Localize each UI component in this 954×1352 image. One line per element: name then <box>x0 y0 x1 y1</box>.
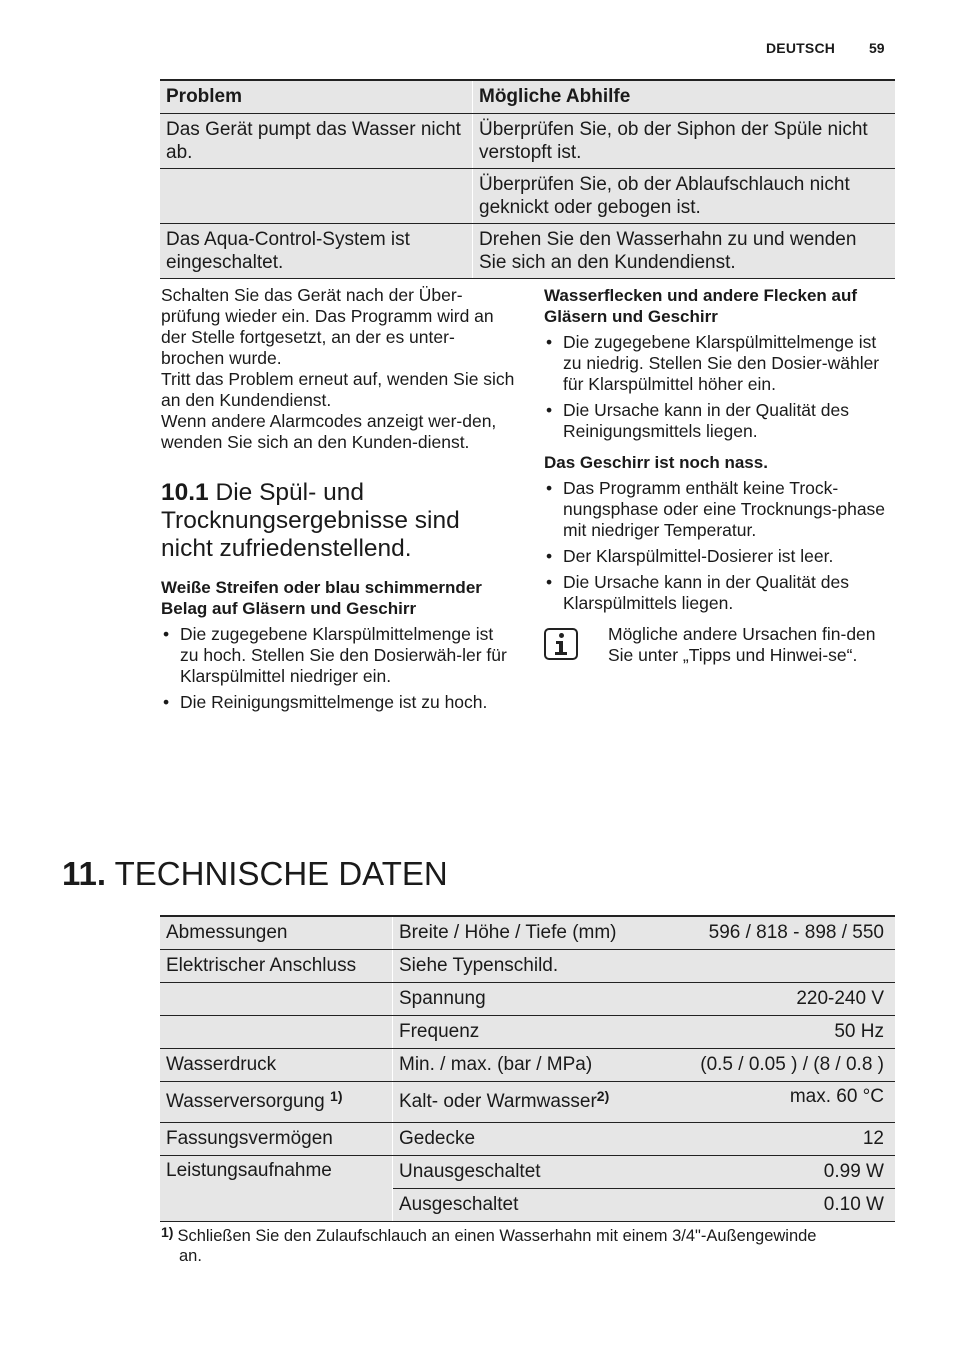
list-item: • Die zugegebene Klarspülmittelmenge ist zu niedrig. Stellen Sie den Dosier-wähler für Klarspülmittel höher ein. <box>544 332 896 395</box>
label-cell: Fassungsvermögen <box>160 1123 393 1156</box>
value-cell: 0.99 W <box>689 1156 895 1189</box>
param-cell: Spannung <box>393 983 690 1016</box>
footnote-marker: 2) <box>596 1088 610 1104</box>
param-cell: Gedecke <box>393 1123 690 1156</box>
technical-data-table <box>160 915 895 1222</box>
param-cell: Breite / Höhe / Tiefe (mm) <box>393 916 690 950</box>
label-text: Wasserversorgung <box>166 1091 325 1112</box>
label-cell: Wasserdruck <box>160 1049 393 1082</box>
paragraph: Schalten Sie das Gerät nach der Über-prüfung wieder ein. Das Programm wird an der Stelle fortgesetzt, an der es unter-brochen wurde. <box>161 285 494 368</box>
table-row <box>160 224 895 279</box>
value-cell: (0.5 / 0.05 ) / (8 / 0.8 ) <box>689 1049 895 1082</box>
chapter-number: 11. <box>62 855 107 892</box>
table-row <box>160 1123 895 1156</box>
param-cell: Min. / max. (bar / MPa) <box>393 1049 690 1082</box>
remedy-cell: Überprüfen Sie, ob der Ablaufschlauch nicht geknickt oder gebogen ist. <box>473 169 896 224</box>
section-title: Die Spül- und Trocknungsergebnisse sind nicht zufriedenstellend. <box>161 479 460 562</box>
paragraph: Wenn andere Alarmcodes anzeigt wer-den, wenden Sie sich an den Kunden-dienst. <box>161 411 497 452</box>
header-language: DEUTSCH <box>766 40 836 56</box>
troubleshooting-table <box>160 79 895 279</box>
table-row <box>160 950 895 983</box>
list-item: • Das Programm enthält keine Trock-nungsphase oder eine Trocknungs-phase mit niedriger Temperatur. <box>544 478 896 541</box>
list-item: • Die Reinigungsmittelmenge ist zu hoch. <box>161 692 516 713</box>
paragraph: Tritt das Problem erneut auf, wenden Sie sich an den Kundendienst. <box>161 369 515 410</box>
chapter-title: TECHNISCHE DATEN <box>114 855 448 892</box>
value-cell: 12 <box>689 1123 895 1156</box>
param-cell: Unausgeschaltet <box>393 1156 690 1189</box>
table-row <box>160 1049 895 1082</box>
footnote-marker: 1) <box>330 1088 343 1104</box>
note-text: Mögliche andere Ursachen fin-den Sie unter „Tipps und Hinwei-se“. <box>608 624 876 665</box>
table-row <box>160 1016 895 1049</box>
label-cell <box>160 983 393 1016</box>
value-cell: 220-240 V <box>689 983 895 1016</box>
table-header-row <box>160 80 895 114</box>
label-cell: Abmessungen <box>160 916 393 950</box>
value-cell: max. 60 °C <box>689 1082 895 1123</box>
table-row <box>160 114 895 169</box>
chapter-heading <box>62 854 448 894</box>
problem-cell: Das Aqua-Control-System ist eingeschaltet. <box>160 224 473 279</box>
column-header-problem: Problem <box>160 80 473 114</box>
param-cell: Ausgeschaltet <box>393 1189 690 1222</box>
list-item: • Die Ursache kann in der Qualität des Reinigungsmittels liegen. <box>544 400 896 442</box>
remedy-cell: Überprüfen Sie, ob der Siphon der Spüle nicht verstopft ist. <box>473 114 896 169</box>
param-cell: Frequenz <box>393 1016 690 1049</box>
label-cell <box>160 1082 393 1123</box>
page-number: 59 <box>869 40 885 56</box>
label-cell: Leistungsaufnahme <box>160 1156 393 1222</box>
section-heading <box>161 479 516 563</box>
table-row <box>160 1082 895 1123</box>
problem-cell: Das Gerät pumpt das Wasser nicht ab. <box>160 114 473 169</box>
footnote-text: Schließen Sie den Zulaufschlauch an einen Wasserhahn mit einem 3/4"-Außengewinde <box>177 1227 817 1245</box>
list-item: • Die zugegebene Klarspülmittelmenge ist zu hoch. Stellen Sie den Dosierwäh-ler für Klarspülmittel niedriger ein. <box>161 624 516 687</box>
subheading: Weiße Streifen oder blau schimmernder Belag auf Gläsern und Geschirr <box>161 578 482 618</box>
value-cell: 50 Hz <box>689 1016 895 1049</box>
bullet-list <box>544 332 896 442</box>
info-icon <box>544 628 578 660</box>
table-row <box>160 916 895 950</box>
value-cell <box>689 950 895 983</box>
param-text: Kalt- oder Warmwasser <box>399 1091 597 1112</box>
table-row <box>160 169 895 224</box>
problem-cell <box>160 169 473 224</box>
bullet-list <box>544 478 896 614</box>
list-item: • Die Ursache kann in der Qualität des Klarspülmittels liegen. <box>544 572 896 614</box>
remedy-cell: Drehen Sie den Wasserhahn zu und wenden Sie sich an den Kundendienst. <box>473 224 896 279</box>
footnote <box>161 1222 895 1266</box>
footnote-continuation: an. <box>179 1247 202 1265</box>
list-item: • Der Klarspülmittel-Dosierer ist leer. <box>544 546 896 567</box>
subheading: Das Geschirr ist noch nass. <box>544 453 768 472</box>
subheading: Wasserflecken und andere Flecken auf Gläsern und Geschirr <box>544 286 858 326</box>
left-column <box>161 285 516 723</box>
param-cell <box>393 1082 690 1123</box>
table-row <box>160 1156 895 1189</box>
info-note <box>544 624 896 694</box>
value-cell: 596 / 818 - 898 / 550 <box>689 916 895 950</box>
right-column <box>544 285 896 694</box>
section-number: 10.1 <box>161 479 209 506</box>
footnote-marker: 1) <box>161 1224 174 1240</box>
label-cell: Elektrischer Anschluss <box>160 950 393 983</box>
param-cell: Siehe Typenschild. <box>393 950 690 983</box>
table-row <box>160 983 895 1016</box>
footnote-line <box>161 1222 895 1246</box>
bullet-list <box>161 624 516 713</box>
label-cell <box>160 1016 393 1049</box>
column-header-remedy: Mögliche Abhilfe <box>473 80 896 114</box>
value-cell: 0.10 W <box>689 1189 895 1222</box>
